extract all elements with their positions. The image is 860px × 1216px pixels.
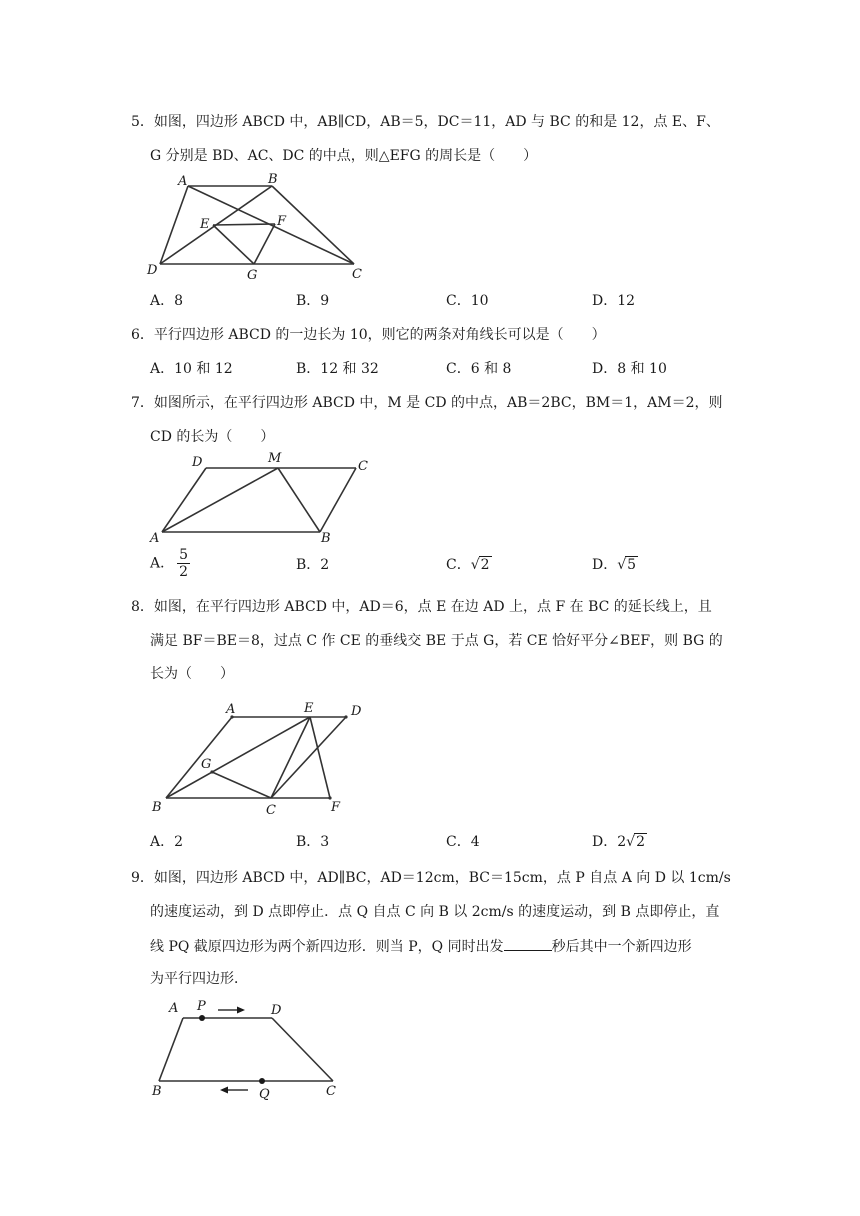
q5-label-g: G	[247, 268, 258, 283]
q9-trapezoid-figure	[140, 995, 360, 1105]
q9-text-line4: 为平行四边形．	[150, 971, 248, 987]
q7-option-d	[592, 555, 638, 575]
q5-label-a: A	[178, 174, 188, 189]
q9-label-b: B	[152, 1084, 162, 1099]
q8-option-d-sqrt: √2	[626, 834, 645, 850]
q5-label-d: D	[147, 263, 158, 278]
q5-option-c: C．10	[446, 293, 489, 309]
q7-label-b: B	[321, 531, 331, 546]
q8-option-a: A．2	[150, 834, 184, 850]
q8-text-line1: 8．如图，在平行四边形 ABCD 中，AD＝6，点 E 在边 AD 上，点 F 在 BC 的延长线上，且	[131, 599, 712, 615]
q8-option-b: B．3	[296, 834, 330, 850]
q7-label-m: M	[268, 451, 282, 466]
q7-option-a-fraction	[177, 547, 190, 580]
q8-label-b: B	[152, 800, 162, 815]
q7-text-line1: 7．如图所示，在平行四边形 ABCD 中，M 是 CD 的中点，AB＝2BC，BM＝1，AM＝2，则	[131, 395, 723, 411]
q5-label-f: F	[277, 214, 287, 229]
q7-fraction-denominator: 2	[179, 564, 189, 580]
q9-label-d: D	[271, 1003, 282, 1018]
q6-option-b: B．12 和 32	[296, 361, 379, 377]
q7-option-c-radicand: 2	[480, 557, 490, 573]
q9-text-line2: 的速度运动，到 D 点即停止．点 Q 自点 C 向 B 以 2cm/s 的速度运动，到 B 点即停止，直	[150, 904, 720, 920]
q7-fraction-numerator: 5	[179, 547, 189, 563]
q7-option-c-sqrt: √2	[470, 557, 490, 573]
q6-text-line1: 6．平行四边形 ABCD 的一边长为 10，则它的两条对角线长可以是（ ）	[131, 327, 606, 343]
q7-text-line2: CD 的长为（ ）	[150, 429, 275, 445]
q6-option-c: C．6 和 8	[446, 361, 512, 377]
q8-label-a: A	[226, 702, 236, 717]
q7-option-a-prefix: A．	[150, 555, 175, 572]
q8-option-d-radicand: 2	[636, 834, 645, 850]
q7-option-c	[446, 555, 492, 575]
q5-option-a: A．8	[150, 293, 184, 309]
q7-option-a	[150, 547, 190, 580]
q5-label-c: C	[352, 267, 362, 282]
q7-option-d-prefix: D．	[592, 557, 618, 573]
q7-option-c-prefix: C．	[446, 557, 471, 573]
q9-text-line3	[150, 936, 692, 957]
q6-option-d: D．8 和 10	[592, 361, 667, 377]
q8-text-line2: 满足 BF＝BE＝8，过点 C 作 CE 的垂线交 BE 于点 G，若 CE 恰好平分∠BEF，则 BG 的	[150, 633, 723, 649]
q7-parallelogram-figure	[140, 448, 380, 548]
q6-option-a: A．10 和 12	[150, 361, 233, 377]
q8-option-c: C．4	[446, 834, 480, 850]
q8-option-d	[592, 832, 647, 852]
q8-label-f: F	[331, 800, 341, 815]
q8-parallelogram-figure	[140, 695, 380, 825]
q9-label-p: P	[197, 999, 206, 1014]
q5-option-b: B．9	[296, 293, 330, 309]
q7-option-d-sqrt: √5	[617, 557, 637, 573]
q5-text-line1: 5．如图，四边形 ABCD 中，AB∥CD，AB＝5，DC＝11，AD 与 BC 的和是 12，点 E、F、	[131, 114, 720, 130]
q7-option-d-radicand: 5	[627, 557, 637, 573]
q9-answer-blank	[504, 936, 552, 951]
q8-option-d-prefix: D．2	[592, 834, 627, 850]
q9-label-q: Q	[259, 1087, 270, 1102]
q9-text-line3-after-blank: 秒后其中一个新四边形	[551, 939, 692, 955]
q9-text-line1: 9．如图，四边形 ABCD 中，AD∥BC，AD＝12cm，BC＝15cm，点 P 自点 A 向 D 以 1cm/s	[131, 870, 731, 886]
q8-label-g: G	[201, 757, 212, 772]
q8-label-d: D	[351, 704, 362, 719]
q9-label-c: C	[326, 1084, 336, 1099]
q5-label-b: B	[268, 172, 278, 187]
q9-label-a: A	[169, 1001, 179, 1016]
q8-label-e: E	[304, 701, 314, 716]
q8-text-line3: 长为（ ）	[150, 666, 234, 682]
q8-label-c: C	[266, 803, 276, 818]
q5-text-line2: G 分别是 BD、AC、DC 的中点，则△EFG 的周长是（ ）	[150, 148, 538, 164]
q5-option-d: D．12	[592, 293, 636, 309]
q7-label-a: A	[150, 531, 160, 546]
q7-option-b: B．2	[296, 557, 330, 573]
q7-label-c: C	[358, 459, 368, 474]
q9-text-line3-before-blank: 线 PQ 截原四边形为两个新四边形．则当 P，Q 同时出发	[150, 939, 504, 955]
q5-label-e: E	[200, 217, 210, 232]
q7-label-d: D	[192, 455, 203, 470]
q5-trapezoid-figure	[140, 172, 380, 284]
